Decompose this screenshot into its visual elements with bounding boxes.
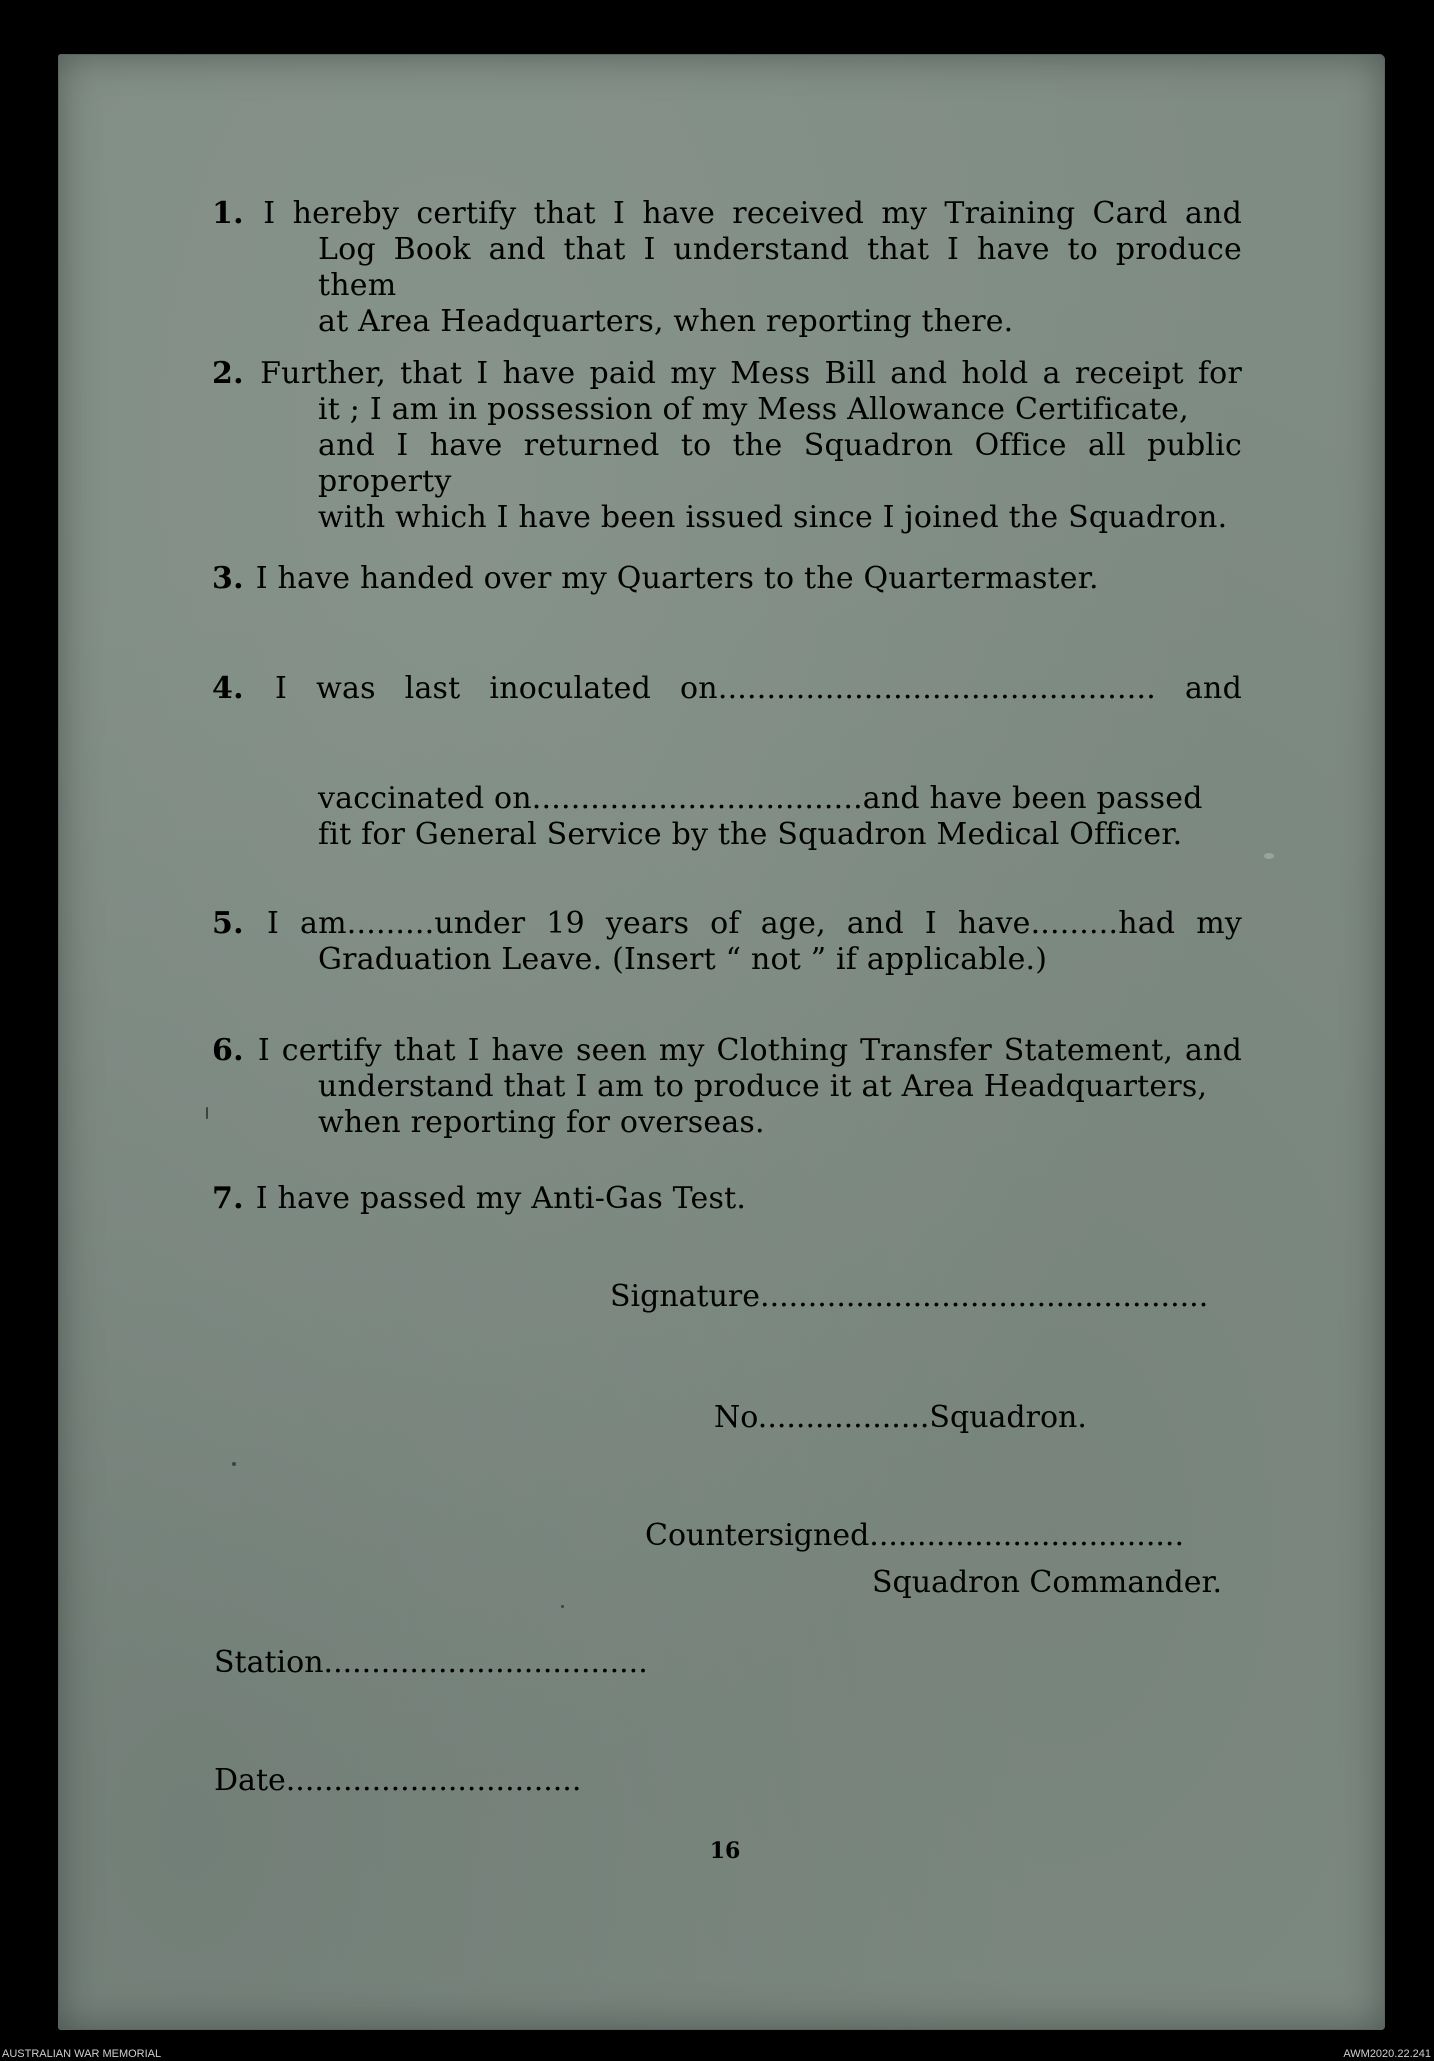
item-number: 4. [212,671,244,706]
archive-credit-bar [0,2047,1434,2061]
item-continuation: and I have returned to the Squadron Office all public property [318,428,1242,499]
signature-line: Signature............................................... [610,1279,1209,1314]
item-text: I certify that I have seen my Clothing Transfer Statement, and [257,1033,1242,1068]
squadron-commander-label: Squadron Commander. [872,1565,1223,1600]
item-text: I have handed over my Quarters to the Quartermaster. [255,561,1099,596]
item-text: I was last inoculated on............................................. and [275,671,1242,706]
declaration-item-1 [212,196,1242,340]
item-continuation: understand that I am to produce it at Area Headquarters, [318,1069,1208,1104]
item-number: 5. [212,906,244,941]
item-text: I have passed my Anti-Gas Test. [255,1181,747,1216]
declaration-item-5 [212,906,1242,978]
item-number: 1. [212,196,244,231]
item-number: 6. [212,1033,244,1068]
item-continuation: Graduation Leave. (Insert “ not ” if applicable.) [318,942,1048,977]
archive-credit-left: AUSTRALIAN WAR MEMORIAL [2,2048,162,2060]
item-continuation: with which I have been issued since I joined the Squadron. [318,500,1228,535]
item-continuation: vaccinated on..................................and have been passed [318,781,1203,816]
item-number: 3. [212,561,244,596]
countersigned-line: Countersigned................................. [645,1518,1184,1553]
paper-speck [232,1462,236,1466]
item-number: 2. [212,356,244,391]
item-continuation: it ; I am in possession of my Mess Allowance Certificate, [318,392,1189,427]
declaration-item-2 [212,356,1242,536]
item-continuation: at Area Headquarters, when reporting there. [318,304,1014,339]
item-continuation: fit for General Service by the Squadron Medical Officer. [318,817,1183,852]
declaration-item-6 [212,1033,1242,1141]
date-line: Date............................... [214,1763,582,1798]
paper-speck [561,1605,564,1608]
item-number: 7. [212,1181,244,1216]
item-continuation: when reporting for overseas. [318,1105,765,1140]
squadron-line: No..................Squadron. [714,1400,1087,1435]
declaration-item-3 [212,561,1242,597]
paper-speck [1264,853,1274,859]
page-number: 16 [709,1838,741,1864]
item-text: I am.........under 19 years of age, and I have.........had my [266,906,1242,941]
item-text: I hereby certify that I have received my Training Card and [263,196,1242,231]
item-continuation: Log Book and that I understand that I have to produce them [318,232,1242,303]
archive-credit-right: AWM2020.22.241 [1343,2048,1431,2060]
station-line: Station.................................. [214,1645,648,1680]
item-text: Further, that I have paid my Mess Bill and hold a receipt for [260,356,1242,391]
declaration-item-4 [212,671,1242,853]
declaration-item-7 [212,1181,1242,1217]
paper-speck [206,1107,208,1119]
